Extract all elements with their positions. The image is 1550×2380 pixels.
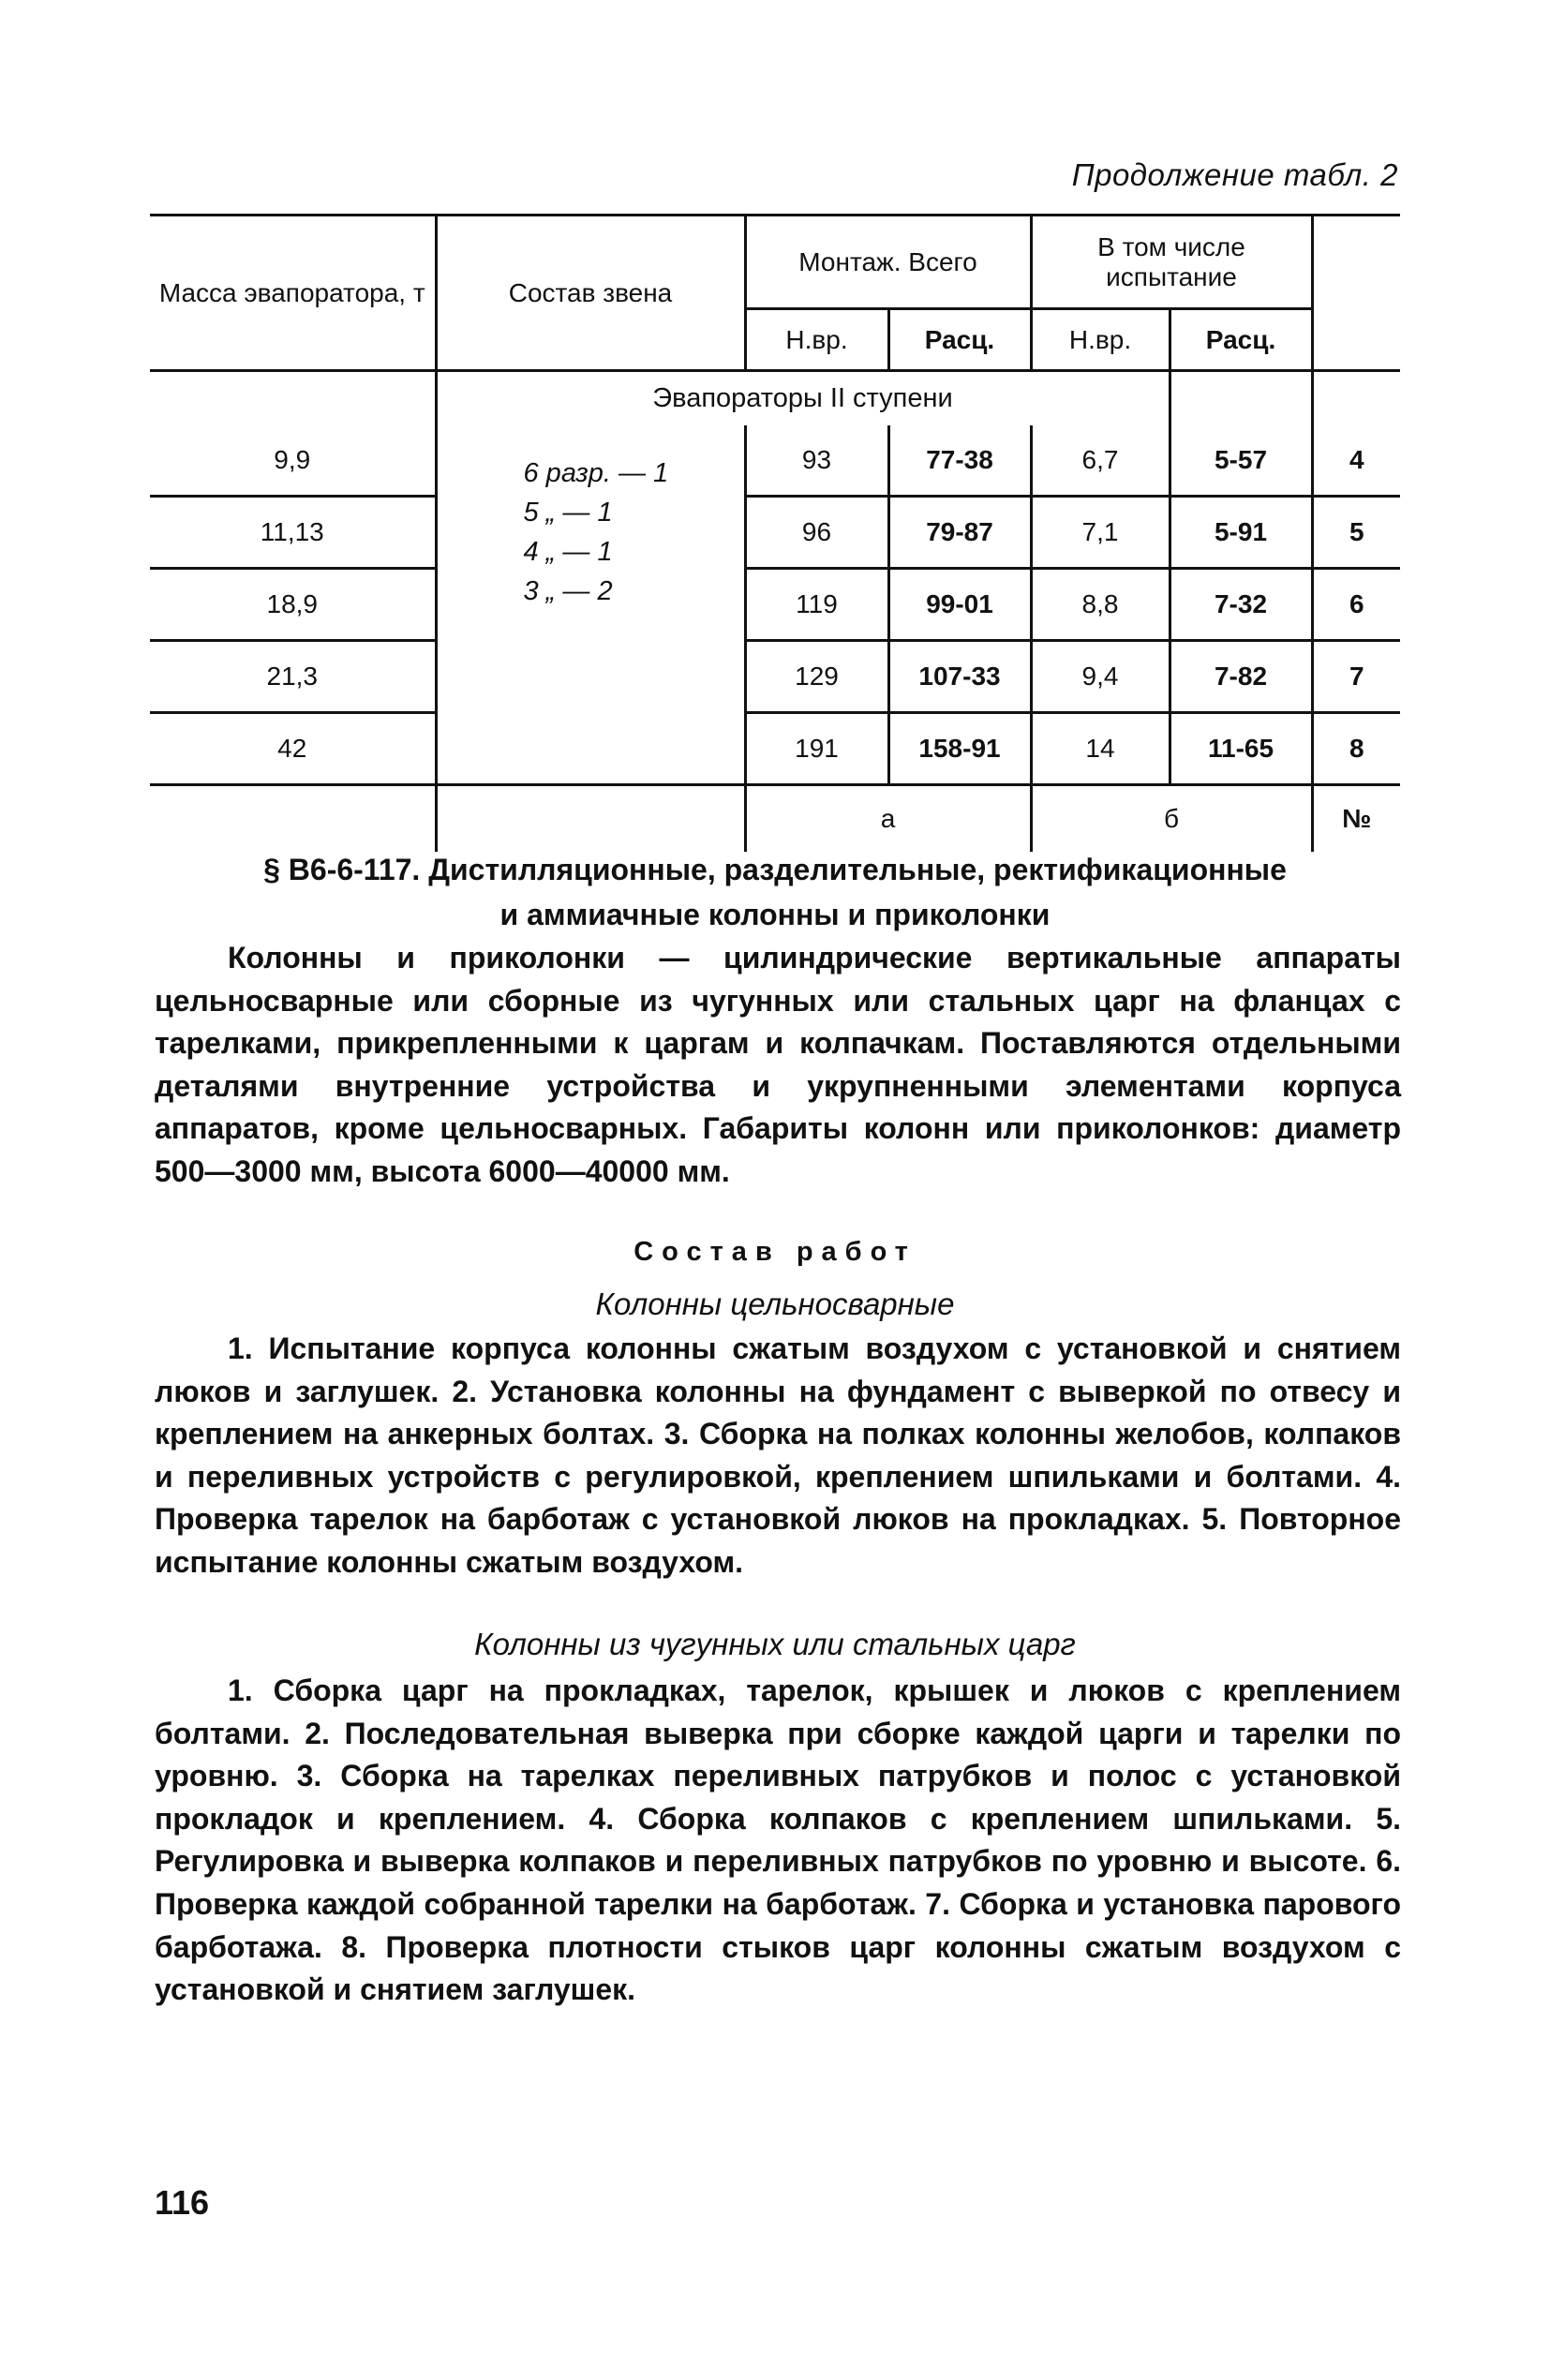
cell-montage-nvr: 191 — [745, 712, 888, 784]
cell-testing-rasc: 7-82 — [1170, 640, 1312, 712]
crew-spacer — [436, 712, 745, 784]
cell-mass: 11,13 — [150, 496, 436, 568]
subsection-title-welded: Колонны цельносварные — [595, 1287, 955, 1321]
cell-testing-nvr: 7,1 — [1031, 496, 1170, 568]
header-montage-nvr: Н.вр. — [745, 309, 888, 371]
section-title-line2: и аммиачные колонны и приколонки — [499, 898, 1051, 931]
column-number-sign: № — [1342, 803, 1372, 833]
table-row — [150, 425, 1400, 497]
header-testing-rasc: Расц. — [1170, 309, 1312, 371]
cell-montage-rasc: 158-91 — [888, 712, 1031, 784]
cell-montage-rasc: 107-33 — [888, 640, 1031, 712]
cell-montage-rasc: 77-38 — [888, 425, 1031, 497]
table-row — [150, 640, 1400, 712]
header-mass: Масса эвапоратора, т — [150, 216, 436, 371]
subsection-title-flanged: Колонны из чугунных или стальных царг — [474, 1627, 1076, 1661]
cell-row-number: 8 — [1312, 712, 1400, 784]
column-letter-b: б — [1031, 784, 1312, 852]
cell-row-number: 4 — [1312, 425, 1400, 497]
cell-montage-nvr: 96 — [745, 496, 888, 568]
cell-testing-nvr: 8,8 — [1031, 568, 1170, 640]
cell-testing-nvr: 14 — [1031, 712, 1170, 784]
cell-montage-nvr: 93 — [745, 425, 888, 497]
header-number-blank — [1312, 216, 1400, 371]
footer-spacer — [150, 784, 436, 852]
cell-testing-nvr: 6,7 — [1031, 425, 1170, 497]
cell-testing-rasc: 5-91 — [1170, 496, 1312, 568]
header-testing: В том числе испытание — [1031, 216, 1312, 309]
cell-row-number: 6 — [1312, 568, 1400, 640]
works-composition-title: Состав работ — [633, 1237, 917, 1267]
table-row — [150, 496, 1400, 568]
table-caption: Эвапораторы II ступени — [436, 371, 1170, 425]
cell-testing-nvr: 9,4 — [1031, 640, 1170, 712]
intro-paragraph: Колонны и приколонки — цилиндрические вертикальные аппараты цельносварные или сборные из чугунных или стальных царг на фланцах с тарелками, прикрепленными к царгам и колпачкам. Поставляются отдельными деталями внутренние устройства и укрупненными элементами корпуса аппаратов, кроме цельносварных. Габариты колонн или приколонков: диаметр 500—3000 мм, высота 6000—40000 мм. — [155, 941, 1401, 1188]
cell-montage-nvr: 119 — [745, 568, 888, 640]
cell-row-number: 7 — [1312, 640, 1400, 712]
footer-spacer — [436, 784, 745, 852]
cell-montage-rasc: 99-01 — [888, 568, 1031, 640]
column-letter-a: а — [745, 784, 1031, 852]
section-title — [150, 847, 1400, 937]
cell-row-number: 5 — [1312, 496, 1400, 568]
crew-line: 5 „ — 1 — [523, 498, 613, 528]
table-row — [150, 712, 1400, 784]
header-montage-rasc: Расц. — [888, 309, 1031, 371]
norms-table — [150, 214, 1400, 852]
crew-line: 3 „ — 2 — [523, 576, 613, 607]
cell-montage-rasc: 79-87 — [888, 496, 1031, 568]
subsection-text-flanged: 1. Сборка царг на прокладках, тарелок, крышек и люков с креплением болтами. 2. Последовательная выверка при сборке каждой царги и тарелки по уровню. 3. Сборка на тарелках переливных патрубков и полос с установкой прокладок и креплением. 4. Сборка колпаков с креплением шпильками. 5. Регулировка и выверка колпаков и переливных патрубков по уровню и высоте. 6. Проверка каждой собранной тарелки на барботаж. 7. Сборка и установка парового барботажа. 8. Проверка плотности стыков царг колонны сжатым воздухом с установкой и снятием заглушек. — [155, 1673, 1401, 2007]
section-title-line1: § В6-6-117. Дистилляционные, разделительные, ректификационные — [263, 853, 1287, 886]
cell-testing-rasc: 7-32 — [1170, 568, 1312, 640]
header-crew: Состав звена — [436, 216, 745, 371]
cell-mass: 9,9 — [150, 425, 436, 497]
cell-mass: 18,9 — [150, 568, 436, 640]
caption-spacer — [150, 371, 436, 425]
header-montage: Монтаж. Всего — [745, 216, 1031, 309]
cell-testing-rasc: 5-57 — [1170, 425, 1312, 497]
crew-spacer — [436, 640, 745, 712]
header-testing-nvr: Н.вр. — [1031, 309, 1170, 371]
crew-line: 6 разр. — 1 — [523, 458, 669, 489]
table-row — [150, 568, 1400, 640]
crew-composition — [436, 425, 745, 641]
caption-spacer — [1170, 371, 1312, 425]
cell-mass: 42 — [150, 712, 436, 784]
page-number: 116 — [155, 2183, 210, 2222]
cell-montage-nvr: 129 — [745, 640, 888, 712]
cell-mass: 21,3 — [150, 640, 436, 712]
cell-testing-rasc: 11-65 — [1170, 712, 1312, 784]
subsection-text-welded: 1. Испытание корпуса колонны сжатым воздухом с установкой и снятием люков и заглушек. 2. Установка колонны на фундамент с выверкой по отвесу и креплением на анкерных болтах. 3. Сборка на полках колонны желобов, колпаков и переливных устройств с регулировкой, креплением шпильками и болтами. 4. Проверка тарелок на барботаж с установкой люков на прокладках. 5. Повторное испытание колонны сжатым воздухом. — [155, 1331, 1401, 1579]
table-continuation-label: Продолжение табл. 2 — [1071, 157, 1398, 192]
caption-spacer — [1312, 371, 1400, 425]
crew-line: 4 „ — 1 — [523, 537, 613, 568]
